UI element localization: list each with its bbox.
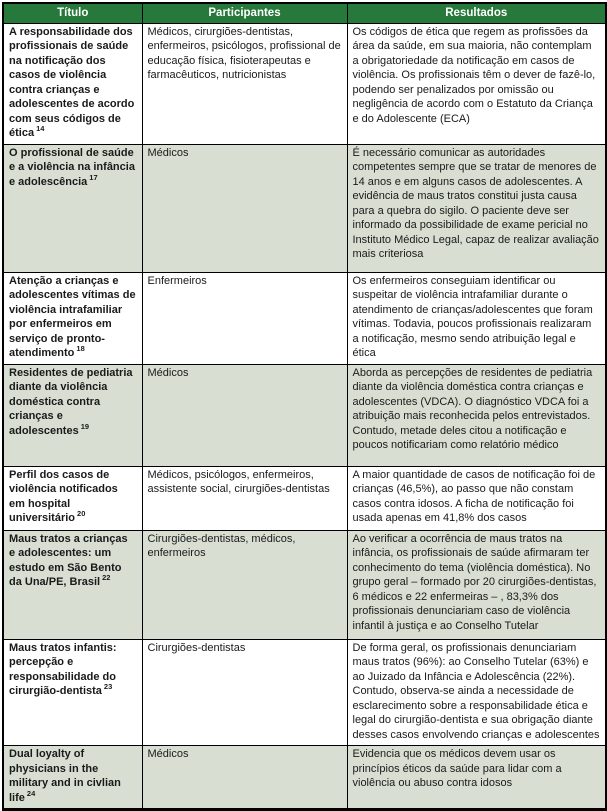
header-row — [3, 3, 606, 23]
table-row — [3, 23, 606, 144]
participants-cell: Enfermeiros — [142, 272, 347, 364]
column-header-resultados: Resultados — [347, 3, 606, 23]
table-row — [3, 272, 606, 364]
results-cell: A maior quantidade de casos de notificação foi de crianças (46,5%), ao passo que não constam casos contra idosos. A ficha de notificação foi usada apenas em 41,8% dos casos — [347, 466, 606, 530]
reference-superscript: 24 — [26, 788, 36, 798]
results-cell: De forma geral, os profissionais denunciariam maus tratos (96%): ao Conselho Tutelar (63%) e ao Juizado da Infância e Adolescência (22%). Contudo, observa-se ainda a necessidade de esclarecimento sobre a responsabilidade ética e legal do cirurgião-dentista e sua obrigação diante desses casos envolvendo crianças e adolescentes — [347, 639, 606, 746]
study-title: Dual loyalty of physicians in the military and in civlian life — [9, 748, 121, 804]
reference-superscript: 14 — [36, 124, 45, 134]
reference-superscript: 23 — [103, 682, 113, 692]
reference-superscript: 20 — [77, 509, 86, 519]
study-title: Maus tratos infantis: percepção e responsabilidade do cirurgião-dentista — [9, 641, 117, 697]
study-title: Perfil dos casos de violência notificados em hospital universitário — [9, 468, 118, 524]
studies-review-table — [2, 2, 607, 811]
study-title: A responsabilidade dos profissionais de saúde na notificação dos casos de violência contra crianças e adolescentes de acordo com seus códigos de ética — [9, 25, 135, 139]
study-title: O profissional de saúde e a violência na infância e adolescência — [9, 146, 135, 188]
results-cell: Os códigos de ética que regem as profissões da área da saúde, em sua maioria, não contemplam a obrigatoriedade da notificação em casos de violência. Os profissionais têm o dever de fazê-lo, podendo ser penalizados por omissão ou negligência de acordo com o Estatuto da Criança e do Adolescente (ECA) — [347, 23, 606, 144]
participants-cell: Médicos, psicólogos, enfermeiros, assistente social, cirurgiões-dentistas — [142, 466, 347, 530]
participants-cell: Médicos — [142, 364, 347, 466]
title-cell — [3, 144, 142, 272]
participants-cell: Cirurgiões-dentistas, médicos, enfermeiros — [142, 530, 347, 639]
reference-superscript: 22 — [102, 573, 111, 583]
title-cell — [3, 530, 142, 639]
title-cell — [3, 272, 142, 364]
table-row — [3, 639, 606, 746]
title-cell — [3, 639, 142, 746]
table-row — [3, 144, 606, 272]
table-row — [3, 466, 606, 530]
results-cell: Aborda as percepções de residentes de pediatria diante da violência doméstica contra crianças e adolescentes (VDCA). O diagnóstico VDCA foi a atribuição mais reconhecida pelos entrevistados. Contudo, metade deles citou a notificação e poucos notificariam como relatório médico — [347, 364, 606, 466]
reference-superscript: 19 — [80, 421, 90, 431]
title-cell — [3, 364, 142, 466]
table-row — [3, 746, 606, 810]
participants-cell: Médicos — [142, 746, 347, 810]
study-title: Residentes de pediatria diante da violência doméstica contra crianças e adolescentes — [9, 366, 133, 437]
study-title: Atenção a crianças e adolescentes vítimas de violência intrafamiliar por enfermeiros em serviço de pronto-atendimento — [9, 274, 136, 359]
column-header-titulo: Título — [3, 3, 142, 23]
participants-cell: Médicos — [142, 144, 347, 272]
column-header-participantes: Participantes — [142, 3, 347, 23]
title-cell — [3, 466, 142, 530]
title-cell — [3, 23, 142, 144]
participants-cell: Médicos, cirurgiões-dentistas, enfermeiros, psicólogos, profissional de educação física, fisioterapeutas e farmacêuticos, nutricionistas — [142, 23, 347, 144]
results-cell: Ao verificar a ocorrência de maus tratos na infância, os profissionais de saúde afirmaram ter conhecimento do tema (violência doméstica). No grupo geral – formado por 20 cirurgiões-dentistas, 6 médicos e 22 enfermeiras – , 83,3% dos profissionais denunciariam caso de violência infantil à justiça e ao Conselho Tutelar — [347, 530, 606, 639]
title-cell — [3, 746, 142, 810]
results-cell: Os enfermeiros conseguiam identificar ou suspeitar de violência intrafamiliar durante o atendimento de crianças/adolescentes que foram vítimas. Todavia, poucos profissionais realizaram a notificação, mesmo sendo atribuição legal e ética — [347, 272, 606, 364]
reference-superscript: 17 — [89, 172, 98, 182]
study-title: Maus tratos a crianças e adolescentes: um estudo em São Bento da Una/PE, Brasil — [9, 532, 128, 588]
results-cell: Evidencia que os médicos devem usar os princípios éticos da saúde para lidar com a violência ou abuso contra idosos — [347, 746, 606, 810]
table-row — [3, 364, 606, 466]
reference-superscript: 18 — [76, 344, 85, 354]
results-cell: É necessário comunicar as autoridades competentes sempre que se tratar de menores de 14 anos e em alguns casos de adolescentes. A evidência de maus tratos constitui justa causa para a quebra do sigilo. O paciente deve ser informado da possibilidade de exame pericial no Instituto Médico Legal, capaz de realizar avaliação mais criteriosa — [347, 144, 606, 272]
table-row — [3, 530, 606, 639]
participants-cell: Cirurgiões-dentistas — [142, 639, 347, 746]
